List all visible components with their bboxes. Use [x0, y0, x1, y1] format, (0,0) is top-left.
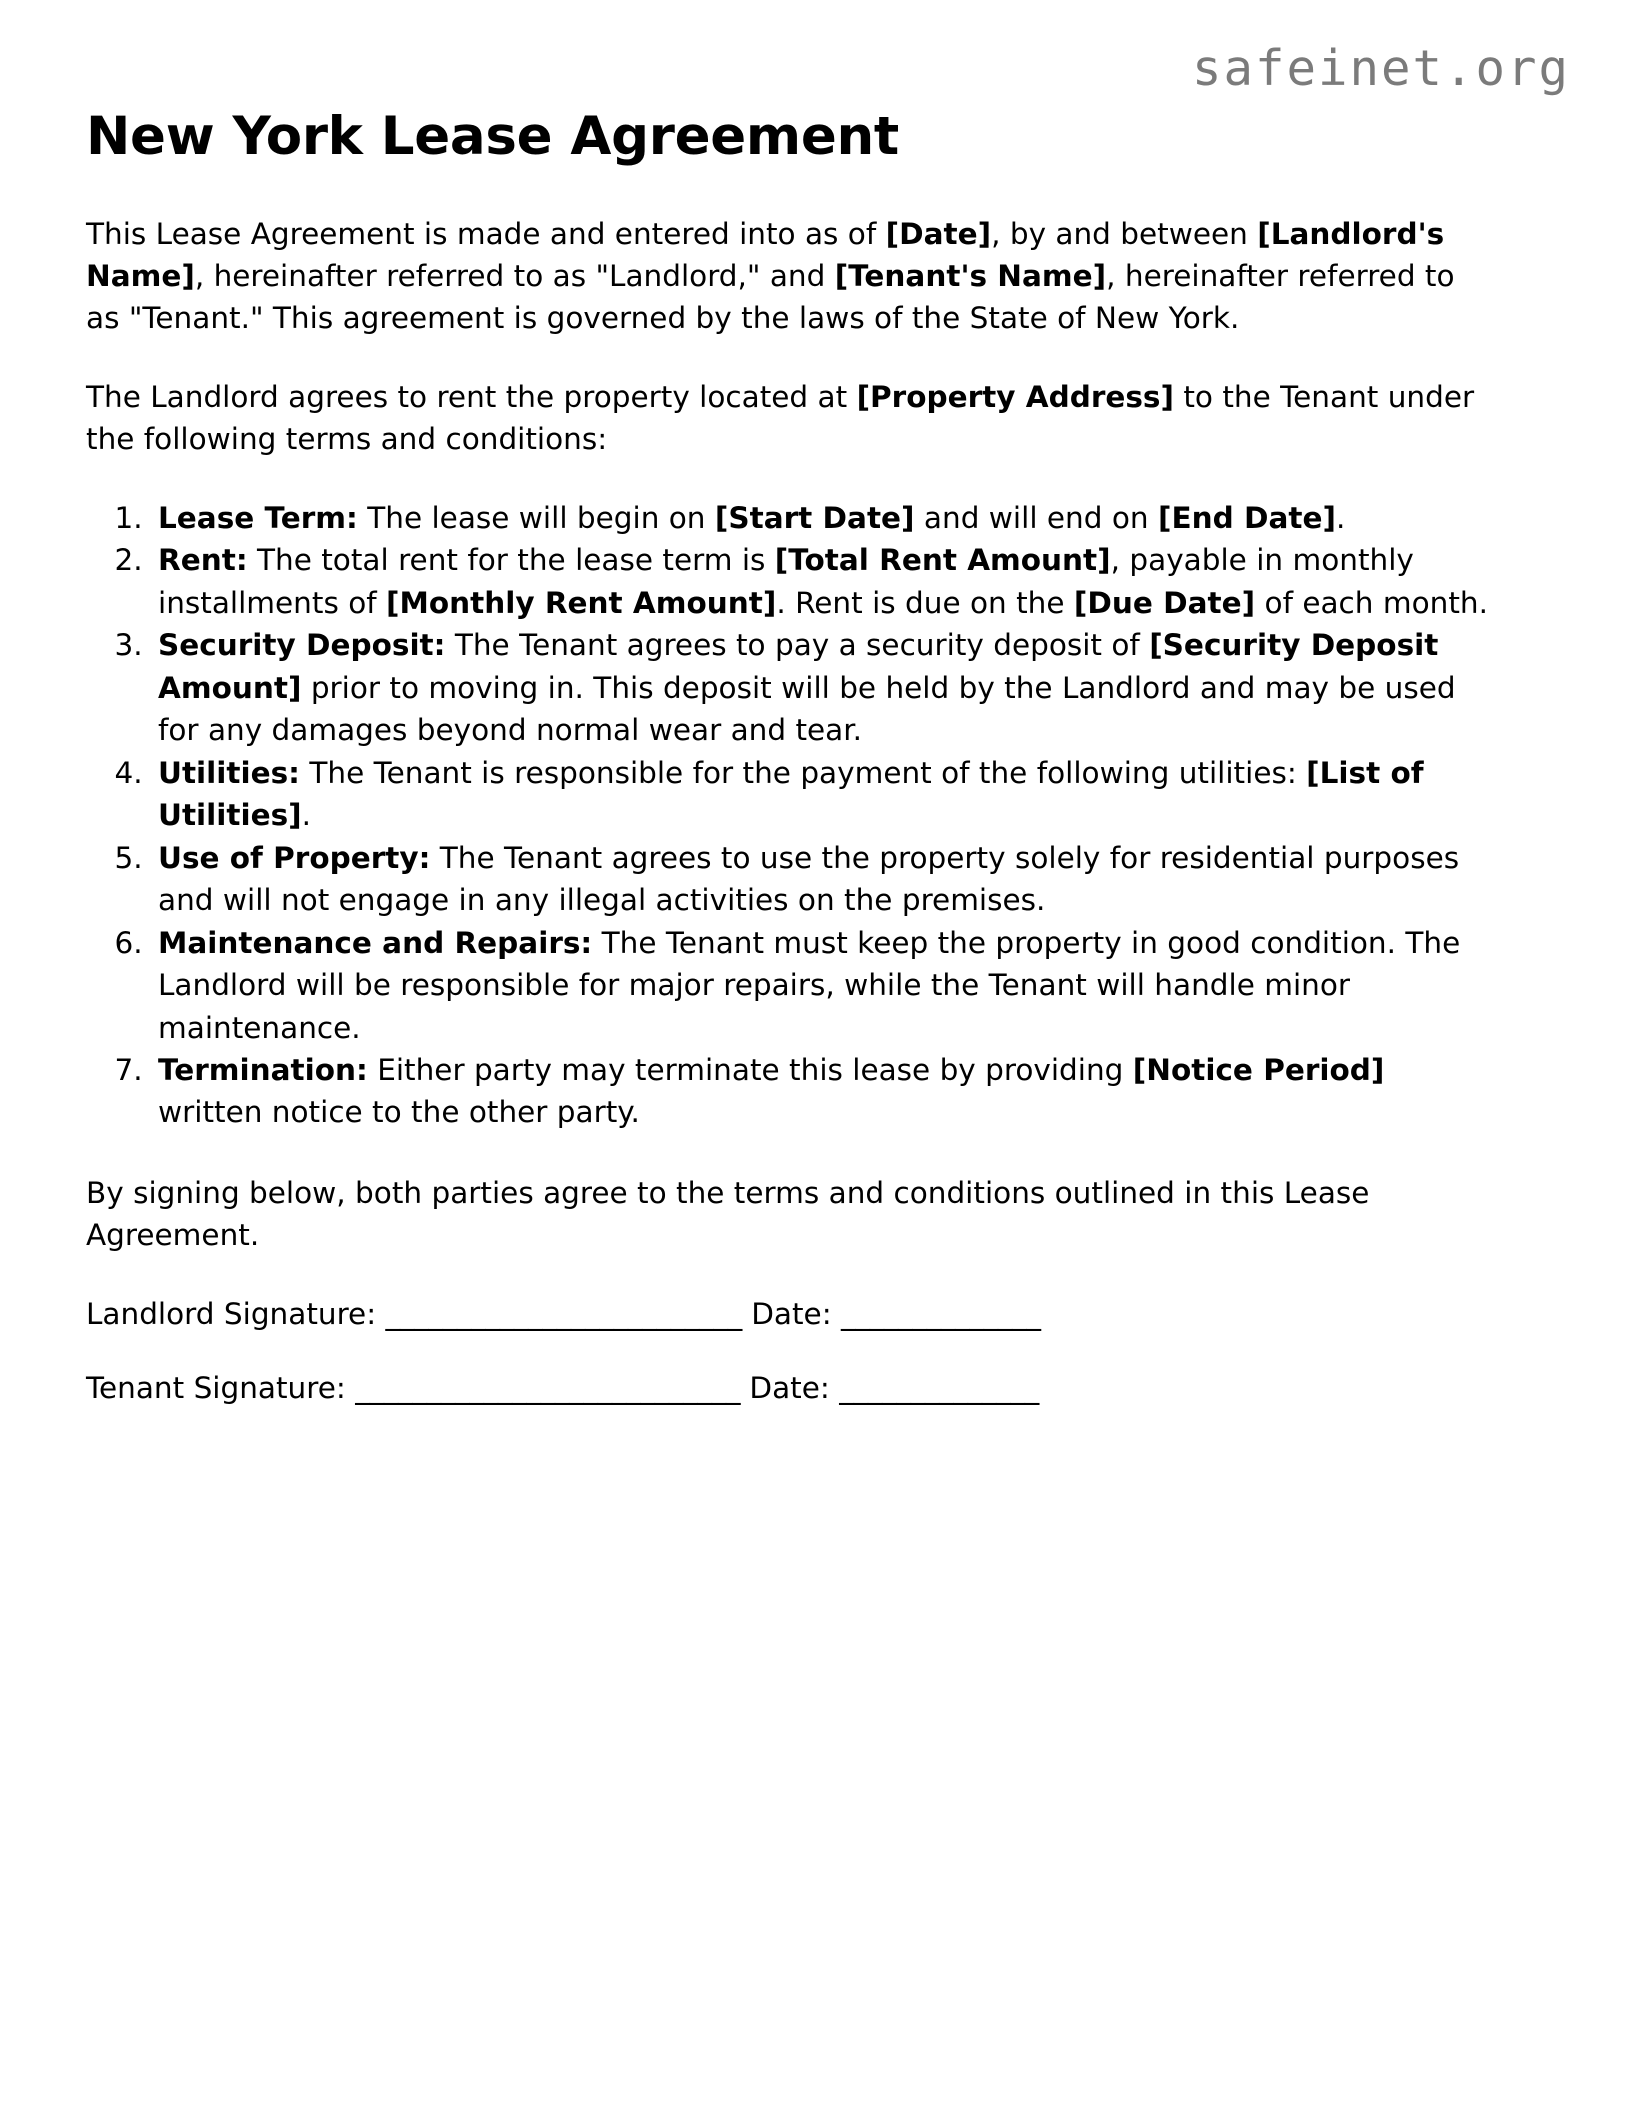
- site-watermark: safeinet.org: [1191, 40, 1570, 97]
- term-item-use-of-property: [152, 837, 1496, 922]
- tenant-date-line[interactable]: ______________: [839, 1371, 1039, 1406]
- closing-paragraph: By signing below, both parties agree to the terms and conditions outlined in this Lease Agreement.: [86, 1175, 1370, 1253]
- term-heading: Termination:: [158, 1052, 368, 1087]
- term-text: written notice to the other party.: [158, 1095, 640, 1130]
- term-item-utilities: [152, 752, 1496, 837]
- field-total-rent-amount: [Total Rent Amount]: [774, 543, 1111, 578]
- field-due-date: [Due Date]: [1073, 585, 1256, 620]
- term-text: and will end on: [914, 500, 1158, 535]
- term-text: The Tenant must keep the property in good condition. The Landlord will be responsible for major repairs, while the Tenant will handle minor maintenance.: [158, 925, 1461, 1045]
- term-item-rent: [152, 539, 1496, 624]
- property-text-2: to the Tenant under the following terms and conditions:: [86, 379, 1475, 457]
- term-text: prior to moving in. This deposit will be held by the Landlord and may be used for any damages beyond normal wear and tear.: [158, 670, 1456, 748]
- field-security-deposit-amount: [Security Deposit Amount]: [158, 628, 1439, 705]
- landlord-signature-line[interactable]: _________________________: [385, 1296, 742, 1331]
- term-text: .: [1335, 500, 1346, 535]
- field-notice-period: [Notice Period]: [1132, 1052, 1385, 1087]
- page-title: New York Lease Agreement: [86, 106, 899, 167]
- landlord-signature-label: Landlord Signature:: [86, 1296, 377, 1331]
- field-monthly-rent-amount: [Monthly Rent Amount]: [386, 585, 777, 620]
- field-start-date: [Start Date]: [714, 500, 915, 535]
- term-text: , payable in monthly installments of: [158, 543, 1414, 620]
- term-heading: Utilities:: [158, 755, 300, 790]
- term-text: Either party may terminate this lease by providing: [367, 1052, 1133, 1087]
- landlord-date-label: Date:: [751, 1296, 832, 1331]
- document-content: [86, 106, 1496, 1442]
- terms-list: [86, 497, 1496, 1134]
- intro-text-3: , hereinafter referred to as "Landlord," and: [194, 259, 835, 293]
- field-end-date: [End Date]: [1157, 500, 1336, 535]
- tenant-signature-label: Tenant Signature:: [86, 1371, 346, 1406]
- term-heading: Security Deposit:: [158, 628, 446, 663]
- term-heading: Use of Property:: [158, 840, 431, 875]
- term-heading: Lease Term:: [158, 500, 358, 535]
- signature-block: [86, 1293, 1496, 1410]
- term-text: of each month.: [1255, 585, 1488, 620]
- property-paragraph: [86, 376, 1496, 461]
- field-list-of-utilities: [List of Utilities]: [158, 755, 1424, 833]
- term-text: The lease will begin on: [357, 500, 715, 535]
- intro-text-2: , by and between: [991, 216, 1258, 251]
- term-heading: Rent:: [158, 543, 248, 578]
- term-text: The Tenant is responsible for the payment of the following utilities:: [299, 755, 1307, 790]
- term-text: .: [301, 798, 312, 833]
- term-text: The total rent for the lease term is: [247, 543, 775, 578]
- intro-text-4: , hereinafter referred to as "Tenant." This agreement is governed by the laws of the State of New York.: [86, 259, 1455, 336]
- property-text-1: The Landlord agrees to rent the property located at: [86, 379, 857, 414]
- field-property-address: [Property Address]: [856, 379, 1174, 414]
- term-item-security-deposit: [152, 624, 1496, 751]
- intro-paragraph: [86, 213, 1496, 340]
- tenant-date-label: Date:: [749, 1371, 830, 1406]
- term-heading: Maintenance and Repairs:: [158, 925, 593, 960]
- tenant-signature-row: [86, 1367, 1496, 1409]
- term-item-termination: [152, 1049, 1496, 1134]
- term-text: The Tenant agrees to pay a security deposit of: [445, 628, 1150, 663]
- term-text: . Rent is due on the: [776, 585, 1074, 620]
- landlord-date-line[interactable]: ______________: [841, 1296, 1041, 1331]
- intro-text-1: This Lease Agreement is made and entered into as of: [86, 216, 886, 251]
- field-date: [Date]: [885, 216, 992, 251]
- term-text: The Tenant agrees to use the property solely for residential purposes and will not engage in any illegal activities on the premises.: [158, 840, 1460, 918]
- landlord-signature-row: [86, 1293, 1496, 1335]
- field-landlord-name: [Landlord's Name]: [86, 216, 1445, 293]
- field-tenant-name: [Tenant's Name]: [834, 259, 1107, 293]
- tenant-signature-line[interactable]: ___________________________: [355, 1371, 740, 1406]
- term-item-maintenance-and-repairs: [152, 922, 1496, 1049]
- term-item-lease-term: [152, 497, 1496, 539]
